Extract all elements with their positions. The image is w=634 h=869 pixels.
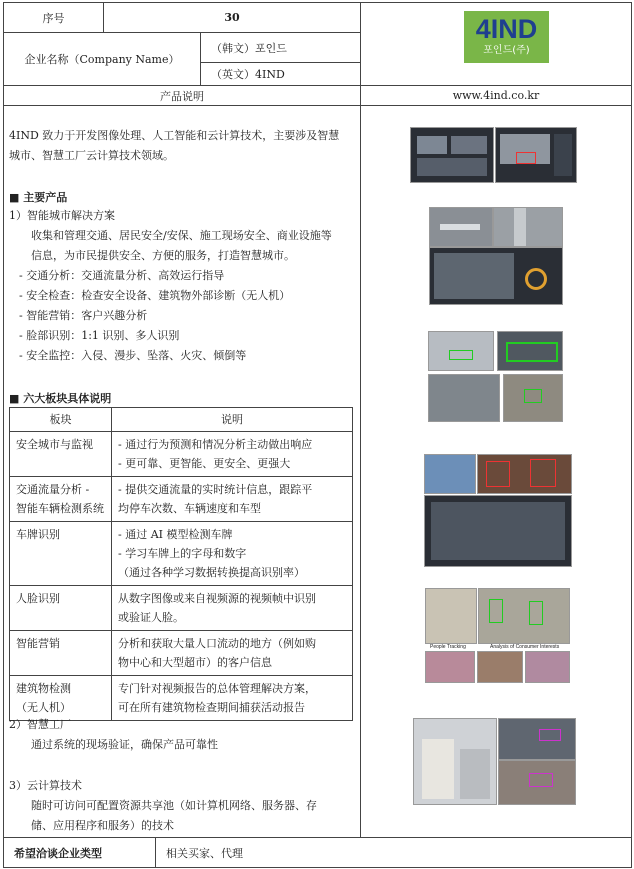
module-name: 智能车辆检测系统 <box>16 502 104 515</box>
module-name: 建筑物检测 <box>16 682 71 695</box>
module-desc: - 更可靠、更智能、更安全、更强大 <box>118 457 291 470</box>
consumer-image <box>477 651 523 683</box>
company-name-en: （英文）4IND <box>200 62 361 86</box>
modules-heading: ■ 六大板块具体说明 <box>9 392 112 405</box>
product-desc-label: 产品说明 <box>3 85 361 106</box>
bullet-item: - 安全检查：检查安全设备、建筑物外部诊断（无人机） <box>19 289 291 302</box>
smart-factory-section <box>9 715 359 755</box>
license-plate-image <box>503 374 563 422</box>
table-header-row <box>10 408 353 432</box>
building-image <box>498 718 576 760</box>
section-desc: 随时可访问可配置资源共享池（如计算机网络、服务器、存 <box>31 799 317 812</box>
company-label: 企业名称（Company Name） <box>3 32 201 86</box>
col-header-module: 板块 <box>10 408 112 432</box>
module-name: 智能营销 <box>16 637 60 650</box>
building-image <box>498 760 576 805</box>
traffic-image <box>429 207 493 247</box>
smart-city-section <box>9 206 359 366</box>
table-row <box>10 432 353 477</box>
module-desc: - 通过 AI 模型检测车牌 <box>118 528 233 541</box>
module-desc: 或验证人脸。 <box>118 611 184 624</box>
module-desc: 均停车次数、车辆速度和车型 <box>118 502 261 515</box>
module-desc: 可在所有建筑物检查期间捕获活动报告 <box>118 701 305 714</box>
cloud-section <box>9 776 359 836</box>
modules-table <box>9 407 353 721</box>
consumer-image <box>525 651 570 683</box>
consumer-interests-caption: Analysis of Consumer Interests <box>490 644 560 650</box>
table-row <box>10 676 353 721</box>
module-desc: - 学习车牌上的字母和数字 <box>118 547 247 560</box>
module-desc: 专门针对视频报告的总体管理解决方案， <box>118 682 316 695</box>
logo-subtext: 포인드(주) <box>483 45 530 56</box>
module-name: 车牌识别 <box>16 528 60 541</box>
module-desc: （通过各种学习数据转换提高识别率） <box>118 566 305 579</box>
seq-label: 序号 <box>3 2 104 33</box>
module-desc: 从数字图像或来自视频源的视频帧中识别 <box>118 592 316 605</box>
table-row <box>10 586 353 631</box>
footer-label: 希望洽谈企业类型 <box>3 837 156 868</box>
bullet-item: - 智能营销：客户兴趣分析 <box>19 309 148 322</box>
people-tracking-image <box>478 588 570 644</box>
table-row <box>10 477 353 522</box>
company-logo <box>464 11 549 63</box>
intro-line: 城市、智慧工厂云计算技术领域。 <box>9 149 174 162</box>
traffic-dashboard-image <box>429 247 563 305</box>
section-desc: 收集和管理交通、居民安全/安保、施工现场安全、商业设施等 <box>31 229 332 242</box>
intro-text <box>9 126 359 166</box>
module-name: 交通流量分析 - <box>16 483 90 496</box>
face-image <box>424 454 476 494</box>
module-name: 安全城市与监视 <box>16 438 93 451</box>
consumer-image <box>425 651 475 683</box>
section-title: 2）智慧工厂 <box>9 718 71 731</box>
dashboard-image <box>410 127 494 183</box>
license-plate-image <box>428 374 500 422</box>
section-desc: 信息，为市民提供安全、方便的服务，打造智慧城市。 <box>31 249 295 262</box>
bullet-item: - 交通分析：交通流量分析、高效运行指导 <box>19 269 225 282</box>
module-desc: 分析和获取大量人口流动的地方（例如购 <box>118 637 316 650</box>
section-title: 1）智能城市解决方案 <box>9 209 115 222</box>
people-tracking-image <box>425 588 477 644</box>
module-desc: - 通过行为预测和情况分析主动做出响应 <box>118 438 313 451</box>
face-image <box>477 454 572 494</box>
building-image <box>413 718 497 805</box>
company-name-kr: （韩文）포인드 <box>200 32 361 63</box>
face-dashboard-image <box>424 495 572 567</box>
section-title: 3）云计算技术 <box>9 779 82 792</box>
seq-value: 30 <box>103 2 361 33</box>
section-desc: 通过系统的现场验证，确保产品可靠性 <box>31 738 218 751</box>
bullet-item: - 安全监控：入侵、漫步、坠落、火灾、倾倒等 <box>19 349 247 362</box>
module-desc: 物中心和大型超市）的客户信息 <box>118 656 272 669</box>
col-header-desc: 说明 <box>112 408 353 432</box>
module-name: （无人机） <box>16 701 71 714</box>
license-plate-image <box>497 331 563 371</box>
intro-line: 4IND 致力于开发图像处理、人工智能和云计算技术，主要涉及智慧 <box>9 129 340 142</box>
table-row <box>10 631 353 676</box>
footer-value: 相关买家、代理 <box>155 837 632 868</box>
module-name: 人脸识别 <box>16 592 60 605</box>
people-tracking-caption: People Tracking <box>430 644 466 650</box>
traffic-image <box>493 207 563 247</box>
logo-text: 4IND <box>475 14 538 44</box>
dashboard-image <box>495 127 577 183</box>
table-row <box>10 522 353 586</box>
website: www.4ind.co.kr <box>360 85 632 106</box>
bullet-item: - 脸部识别：1:1 识别、多人识别 <box>19 329 180 342</box>
main-products-heading: ■ 主要产品 <box>9 191 68 204</box>
module-desc: - 提供交通流量的实时统计信息，跟踪平 <box>118 483 313 496</box>
section-desc: 储、应用程序和服务）的技术 <box>31 819 174 832</box>
license-plate-image <box>428 331 494 371</box>
